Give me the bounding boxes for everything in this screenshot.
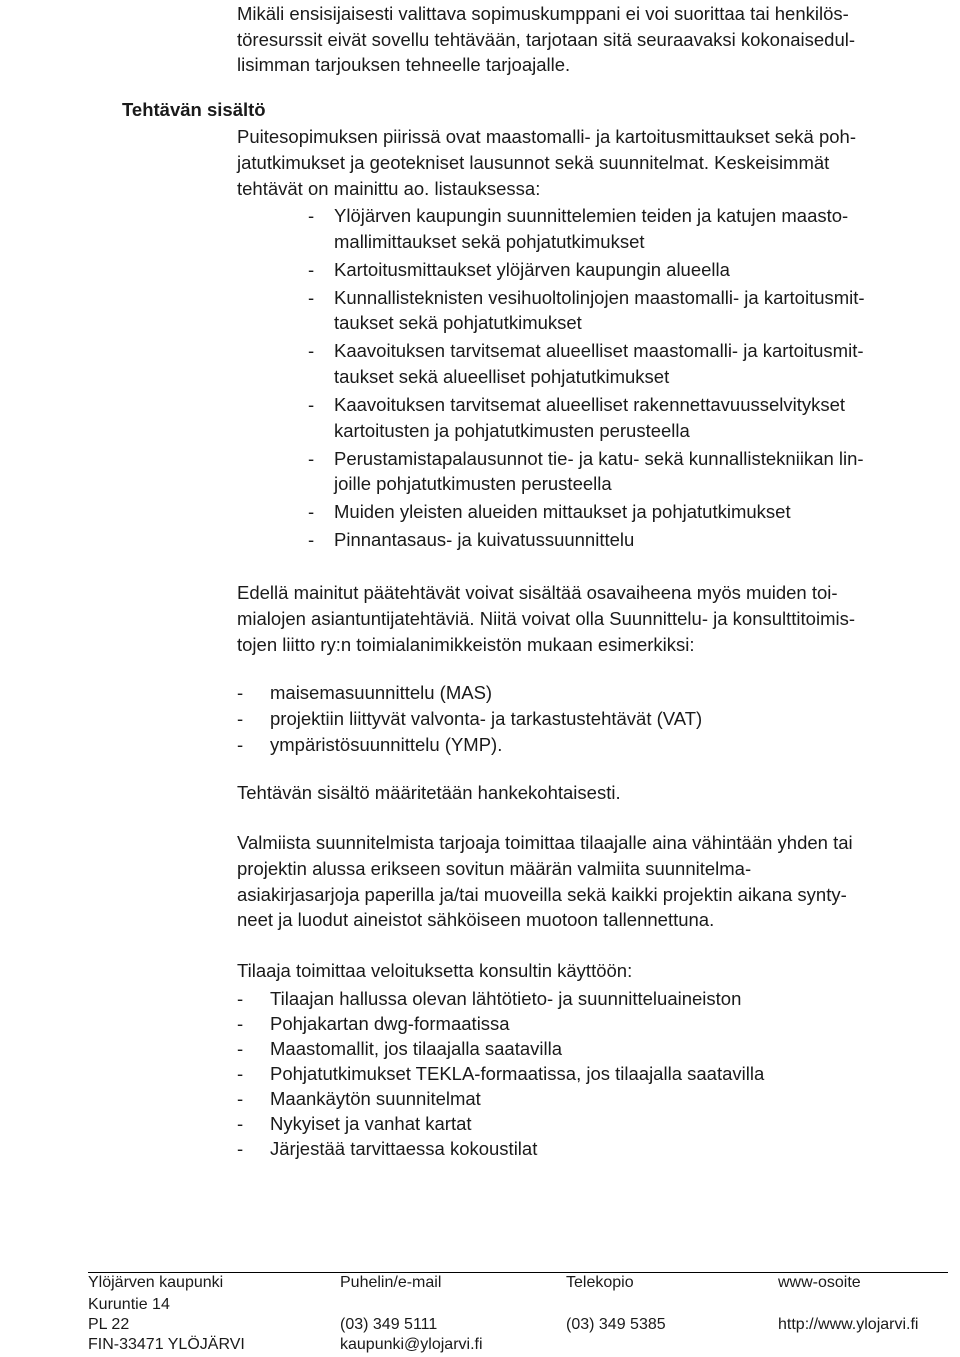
section-text-line: tehtävät on mainittu ao. listauksessa: bbox=[237, 178, 541, 199]
task-item: Ylöjärven kaupungin suunnittelemien teiden ja katujen maasto- bbox=[334, 205, 849, 226]
list-bullet: - bbox=[237, 1063, 244, 1084]
task-item: Kunnallisteknisten vesihuoltolinjojen maastomalli- ja kartoitusmit- bbox=[334, 287, 865, 308]
client-intro: Tilaaja toimittaa veloituksetta konsultin käyttöön: bbox=[237, 960, 633, 981]
footer-email-link[interactable]: kaupunki@ylojarvi.fi bbox=[340, 1336, 483, 1353]
task-item: joille pohjatutkimusten perusteella bbox=[334, 473, 612, 494]
task-item: Muiden yleisten alueiden mittaukset ja pohjatutkimukset bbox=[334, 501, 791, 522]
list-bullet: - bbox=[237, 988, 244, 1009]
list-bullet: - bbox=[237, 1113, 244, 1134]
subtasks-line: Edellä mainitut päätehtävät voivat sisältää osavaiheena myös muiden toi- bbox=[237, 582, 838, 603]
task-item: kartoitusten ja pohjatutkimusten perusteella bbox=[334, 420, 690, 441]
list-bullet: - bbox=[237, 708, 244, 729]
task-item: mallimittaukset sekä pohjatutkimukset bbox=[334, 231, 645, 252]
list-bullet: - bbox=[308, 529, 315, 550]
list-bullet: - bbox=[308, 259, 315, 280]
task-item: Kartoitusmittaukset ylöjärven kaupungin alueella bbox=[334, 259, 730, 280]
task-item: taukset sekä pohjatutkimukset bbox=[334, 312, 582, 333]
footer-pobox: PL 22 bbox=[88, 1316, 130, 1333]
footer-street: Kuruntie 14 bbox=[88, 1296, 170, 1313]
subtask-item: maisemasuunnittelu (MAS) bbox=[270, 682, 493, 703]
list-bullet: - bbox=[237, 734, 244, 755]
subtasks-line: tojen liitto ry:n toimialanimikkeistön mukaan esimerkiksi: bbox=[237, 634, 695, 655]
section-heading: Tehtävän sisältö bbox=[122, 99, 266, 120]
client-item: Tilaajan hallussa olevan lähtötieto- ja suunnitteluaineiston bbox=[270, 988, 742, 1009]
list-bullet: - bbox=[308, 205, 315, 226]
deliverables-line: Valmiista suunnitelmista tarjoaja toimittaa tilaajalle aina vähintään yhden tai bbox=[237, 832, 853, 853]
list-bullet: - bbox=[237, 682, 244, 703]
subtask-item: projektiin liittyvät valvonta- ja tarkastustehtävät (VAT) bbox=[270, 708, 703, 729]
list-bullet: - bbox=[308, 287, 315, 308]
client-item: Nykyiset ja vanhat kartat bbox=[270, 1113, 472, 1134]
list-bullet: - bbox=[308, 394, 315, 415]
client-item: Pohjatutkimukset TEKLA-formaatissa, jos tilaajalla saatavilla bbox=[270, 1063, 765, 1084]
subtask-item: ympäristösuunnittelu (YMP). bbox=[270, 734, 503, 755]
list-bullet: - bbox=[237, 1013, 244, 1034]
list-bullet: - bbox=[308, 340, 315, 361]
footer-web-link[interactable]: http://www.ylojarvi.fi bbox=[778, 1316, 919, 1333]
client-item: Pohjakartan dwg-formaatissa bbox=[270, 1013, 510, 1034]
task-item: Perustamistapalausunnot tie- ja katu- sekä kunnallistekniikan lin- bbox=[334, 448, 864, 469]
list-bullet: - bbox=[308, 448, 315, 469]
section-text-line: jatutkimukset ja geotekniset lausunnot sekä suunnitelmat. Keskeisimmät bbox=[237, 152, 830, 173]
footer-phone-label: Puhelin/e-mail bbox=[340, 1274, 442, 1291]
task-item: Kaavoituksen tarvitsemat alueelliset maastomalli- ja kartoitusmit- bbox=[334, 340, 864, 361]
client-item: Maankäytön suunnitelmat bbox=[270, 1088, 481, 1109]
list-bullet: - bbox=[308, 501, 315, 522]
list-bullet: - bbox=[237, 1138, 244, 1159]
deliverables-line: neet ja luodut aineistot sähköiseen muotoon tallennettuna. bbox=[237, 909, 715, 930]
client-item: Järjestää tarvittaessa kokoustilat bbox=[270, 1138, 538, 1159]
footer-fax: (03) 349 5385 bbox=[566, 1316, 666, 1333]
client-item: Maastomallit, jos tilaajalla saatavilla bbox=[270, 1038, 563, 1059]
list-bullet: - bbox=[237, 1038, 244, 1059]
task-item: Kaavoituksen tarvitsemat alueelliset rakennettavuusselvitykset bbox=[334, 394, 846, 415]
content-note: Tehtävän sisältö määritetään hankekohtaisesti. bbox=[237, 782, 621, 803]
section-text-line: Puitesopimuksen piirissä ovat maastomalli- ja kartoitusmittaukset sekä poh- bbox=[237, 126, 856, 147]
intro-line: lisimman tarjouksen tehneelle tarjoajalle. bbox=[237, 54, 571, 75]
footer-postcode: FIN-33471 YLÖJÄRVI bbox=[88, 1336, 245, 1353]
deliverables-line: projektin alussa erikseen sovitun määrän valmiita suunnitelma- bbox=[237, 858, 752, 879]
intro-line: töresurssit eivät sovellu tehtävään, tarjotaan sitä seuraavaksi kokonaisedul- bbox=[237, 29, 856, 50]
task-item: taukset sekä alueelliset pohjatutkimukset bbox=[334, 366, 670, 387]
footer-web-label: www-osoite bbox=[778, 1274, 861, 1291]
intro-line: Mikäli ensisijaisesti valittava sopimuskumppani ei voi suorittaa tai henkilös- bbox=[237, 3, 849, 24]
footer-fax-label: Telekopio bbox=[566, 1274, 634, 1291]
deliverables-line: asiakirjasarjoja paperilla ja/tai muoveilla sekä kaikki projektin aikana synty- bbox=[237, 884, 847, 905]
task-item: Pinnantasaus- ja kuivatussuunnittelu bbox=[334, 529, 635, 550]
list-bullet: - bbox=[237, 1088, 244, 1109]
footer-phone: (03) 349 5111 bbox=[340, 1316, 438, 1333]
footer-org: Ylöjärven kaupunki bbox=[88, 1274, 224, 1291]
subtasks-line: mialojen asiantuntijatehtäviä. Niitä voivat olla Suunnittelu- ja konsulttitoimis- bbox=[237, 608, 856, 629]
